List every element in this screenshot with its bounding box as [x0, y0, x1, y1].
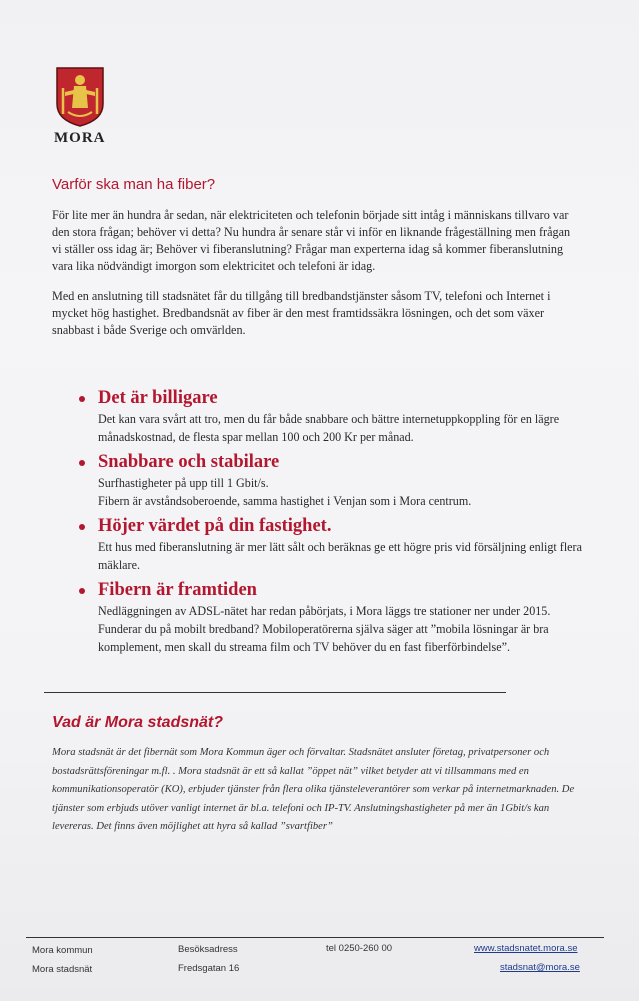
- benefit-item: [72, 514, 582, 574]
- footer-address-label: Besöksadress: [178, 944, 238, 955]
- footer-email-link[interactable]: stadsnat@mora.se: [500, 962, 580, 973]
- benefit-item: [72, 578, 582, 656]
- benefit-text: Nedläggningen av ADSL-nätet har redan påbörjats, i Mora läggs tre stationer ner under 2015.: [98, 604, 551, 618]
- benefit-item: [72, 386, 582, 446]
- footer-address: Fredsgatan 16: [178, 963, 240, 974]
- benefits-list: [72, 386, 582, 660]
- benefit-item: [72, 450, 582, 510]
- bullet-dot-icon: [79, 396, 85, 402]
- footer-org-2: Mora stadsnät: [32, 964, 93, 975]
- benefit-text: Det kan vara svårt att tro, men du får både snabbare och bättre internetuppkoppling för en lägre månadskostnad, de flesta spar mellan 100 och 200 Kr per månad.: [98, 412, 560, 444]
- coat-of-arms-icon: [55, 66, 105, 128]
- footer-website-link[interactable]: www.stadsnatet.mora.se: [474, 943, 578, 954]
- benefit-title: Det är billigare: [98, 388, 218, 408]
- benefit-title: Höjer värdet på din fastighet.: [98, 516, 332, 536]
- connection-paragraph: Med en anslutning till stadsnätet får du tillgång till bredbandstjänster såsom TV, telefoni och Internet i mycket hög hastighet. Bredbandsnät av fiber är den mest framtidssäkra lösningen, och det som växer snabbast i både Sverige och omvärlden.: [52, 289, 551, 337]
- benefit-title: Fibern är framtiden: [98, 580, 257, 600]
- benefit-text: Funderar du på mobilt bredband? Mobiloperatörerna själva säger att ”mobila lösningar är bra komplement, men skall du streama film och TV behöver du en fast fiberförbindelse”.: [98, 622, 549, 654]
- mora-logo: [52, 66, 114, 147]
- footer-phone: tel 0250-260 00: [326, 943, 393, 954]
- footer-divider: [26, 937, 604, 938]
- section-divider: [44, 692, 506, 693]
- benefit-text: Surfhastigheter på upp till 1 Gbit/s.: [98, 476, 269, 490]
- footer-org-1: Mora kommun: [32, 945, 93, 956]
- benefit-text: Fibern är avståndsoberoende, samma hastighet i Venjan som i Mora centrum.: [98, 494, 472, 508]
- benefit-title: Snabbare och stabilare: [98, 452, 280, 472]
- bullet-dot-icon: [79, 460, 85, 466]
- benefit-text: Ett hus med fiberanslutning är mer lätt sålt och beräknas ge ett högre pris vid försäljning enligt flera mäklare.: [98, 540, 582, 572]
- section-heading-stadsnat: Vad är Mora stadsnät?: [52, 714, 224, 731]
- section-heading-why-fiber: Varför ska man ha fiber?: [52, 176, 216, 193]
- bullet-dot-icon: [79, 588, 85, 594]
- bullet-dot-icon: [79, 524, 85, 530]
- intro-paragraph: För lite mer än hundra år sedan, när elektriciteten och telefonin började sitt intåg i människans tillvaro var den stora frågan; behöver vi detta? Nu hundra år senare står vi inför en liknande frågeställning men frågan vi ställer oss idag är; Behöver vi fiberanslutning? Frågar man experterna idag så kommer fiberanslutning vara lika nödvändigt imorgon som elektricitet och telefoni är idag.: [52, 208, 571, 273]
- stadsnat-paragraph: Mora stadsnät är det fibernät som Mora Kommun äger och förvaltar. Stadsnätet ansluter företag, privatpersoner och bostadsrättsföreningar m.fl. . Mora stadsnät är ett så kallat ”öppet nät” vilket betyder att vi tillsammans med en kommunikationsoperatör (KO), erbjuder tjänster från flera olika tjänsteleverantörer som verkar på internetmarknaden. De tjänster som erbjuds utöver vanligt internet är bl.a. telefoni och IP-TV. Anslutningshastigheter på mer än 1Gbit/s kan levereras. Det finns även möjlighet att hyra så kallad ”svartfiber”: [52, 747, 575, 832]
- logo-text: MORA: [54, 130, 106, 146]
